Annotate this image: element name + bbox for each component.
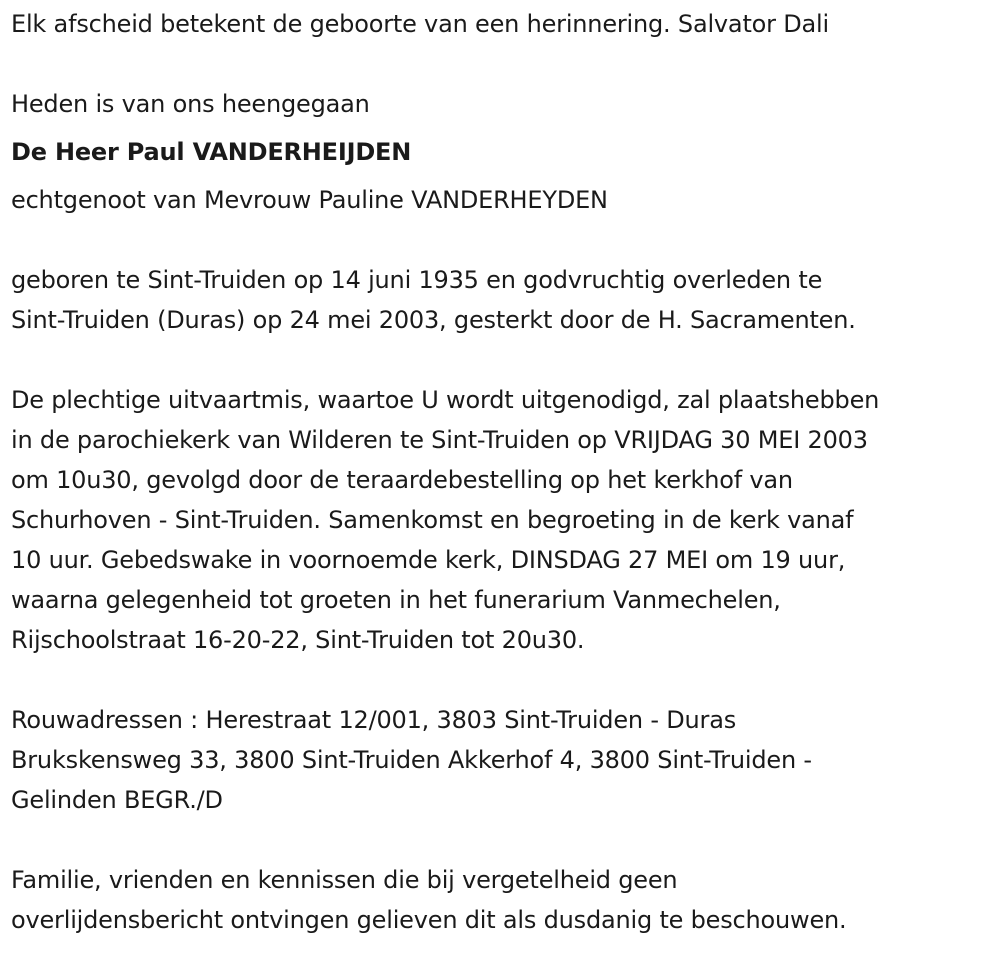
paragraph-line: Gelinden BEGR./D (11, 786, 223, 814)
spacer (11, 220, 996, 260)
paragraph-line: Rijschoolstraat 16-20-22, Sint-Truiden tot 20u30. (11, 626, 585, 654)
paragraph-line: 10 uur. Gebedswake in voornoemde kerk, DINSDAG 27 MEI om 19 uur, (11, 546, 846, 574)
announcement-block (11, 84, 996, 220)
intro-line: Heden is van ons heengegaan (11, 90, 370, 118)
spouse-line: echtgenoot van Mevrouw Pauline VANDERHEYDEN (11, 186, 608, 214)
spacer (11, 44, 996, 84)
addresses-paragraph (11, 700, 996, 820)
paragraph-line: Brukskensweg 33, 3800 Sint-Truiden Akkerhof 4, 3800 Sint-Truiden - (11, 746, 812, 774)
closing-paragraph (11, 860, 996, 940)
paragraph-line: waarna gelegenheid tot groeten in het funerarium Vanmechelen, (11, 586, 781, 614)
paragraph-line: geboren te Sint-Truiden op 14 juni 1935 en godvruchtig overleden te (11, 266, 823, 294)
paragraph-line: Schurhoven - Sint-Truiden. Samenkomst en begroeting in de kerk vanaf (11, 506, 854, 534)
paragraph-line: De plechtige uitvaartmis, waartoe U wordt uitgenodigd, zal plaatshebben (11, 386, 880, 414)
spacer (11, 660, 996, 700)
deceased-name: De Heer Paul VANDERHEIJDEN (11, 138, 412, 166)
birth-death-paragraph (11, 260, 996, 340)
paragraph-line: Rouwadressen : Herestraat 12/001, 3803 Sint-Truiden - Duras (11, 706, 737, 734)
quote-line: Elk afscheid betekent de geboorte van een herinnering. Salvator Dali (11, 10, 829, 38)
funeral-paragraph (11, 380, 996, 660)
paragraph-line: in de parochiekerk van Wilderen te Sint-Truiden op VRIJDAG 30 MEI 2003 (11, 426, 868, 454)
obituary-document (11, 4, 996, 940)
paragraph-line: Familie, vrienden en kennissen die bij vergetelheid geen (11, 866, 678, 894)
spacer (11, 340, 996, 380)
paragraph-line: Sint-Truiden (Duras) op 24 mei 2003, gesterkt door de H. Sacramenten. (11, 306, 856, 334)
paragraph-line: overlijdensbericht ontvingen gelieven dit als dusdanig te beschouwen. (11, 906, 847, 934)
paragraph-line: om 10u30, gevolgd door de teraardebestelling op het kerkhof van (11, 466, 793, 494)
spacer (11, 820, 996, 860)
